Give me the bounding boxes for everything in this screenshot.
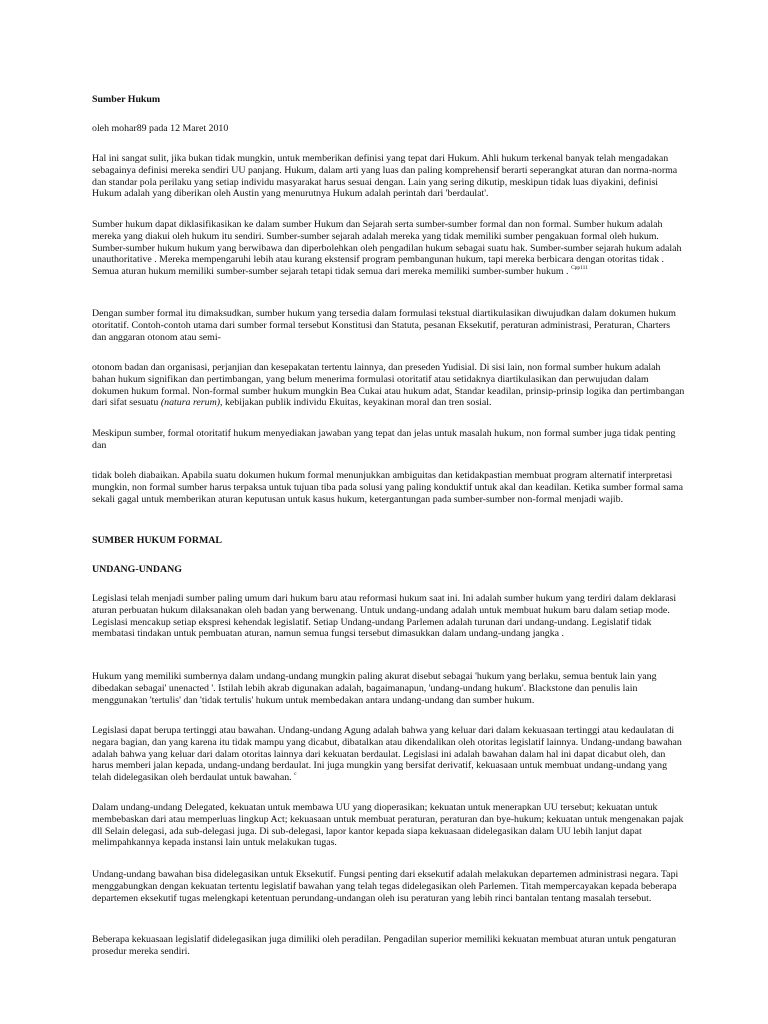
paragraph-non-formal-text-b: kebijakan publik individu Ekuitas, keyakinan moral dan tren sosial.: [222, 397, 492, 409]
byline: oleh mohar89 pada 12 Maret 2010: [92, 123, 229, 134]
paragraph-supreme-text: Legislasi dapat berupa tertinggi atau bawahan. Undang-undang Agung adalah bahwa yang keluar dari dalam kekuasaan tertinggi atau kedaulatan di negara bagian, dan yang karena itu tidak mampu yang dicabut, dibatalkan atau dikendalikan oleh otoritas legislatif lainnya. Undang-undang bawahan adalah bahwa yang keluar dari dalam otoritas lainnya dari kekuatan berdaulat. Legislasi ini adalah bawahan dalam hal ini dapat dicabut oleh, dan harus memberi jalan kepada, undang-undang berdaulat. Ini juga mungkin yang bersifat derivatif, kekuasaan untuk membuat undang-undang yang telah didelegasikan oleh berdaulat untuk bawahan.: [92, 725, 682, 784]
paragraph-classification: [92, 219, 686, 278]
paragraph-non-formal-sources: [92, 362, 686, 409]
paragraph-executive: Undang-undang bawahan bisa didelegasikan untuk Eksekutif. Fungsi penting dari eksekutif adalah melakukan departemen administrasi negara. Tapi menggabungkan dengan kekuatan tertentu legislatif bawahan yang telah tegas didelegasikan oleh Parlemen. Titah mempercayakan kepada beberapa departemen eksekutif tugas melengkapi ketentuan perundang-undangan oleh isu peraturan yang lebih rinci bantalan tentang masalah tersebut.: [92, 869, 679, 904]
paragraph-delegated: Dalam undang-undang Delegated, kekuatan untuk membawa UU yang dioperasikan; kekuatan untuk menerapkan UU tersebut; kekuatan untuk membebaskan dari atau memperluas lingkup Act; kekuasaan untuk membuat peraturan, peraturan dan bye-hukum; kekuatan untuk mengenakan pajak dll Selain delegasi, ada sub-delegasi juga. Di sub-delegasi, lapor kantor kepada siapa kekuasaan didelegasikan dalam UU lebih lanjut dapat melimpahkannya kepada instansi lain untuk melakukan tugas.: [92, 802, 684, 849]
paragraph-ambiguity: tidak boleh diabaikan. Apabila suatu dokumen hukum formal menunjukkan ambiguitas dan ketidakpastian membuat program alternatif interpretasi mungkin, non formal sumber harus terpaksa untuk tujuan tiba pada solusi yang paling konduktif untuk akal dan keadilan. Ketika sumber formal sama sekali gagal untuk memberikan aturan keputusan untuk kasus hukum, ketergantungan pada sumber-sumber non-formal menjadi wajib.: [92, 470, 683, 505]
italic-phrase: (natura rerum),: [160, 397, 223, 409]
paragraph-supreme-subordinate: [92, 725, 686, 784]
footnote-marker: Cpp111: [570, 265, 588, 272]
paragraph-legislation: Legislasi telah menjadi sumber paling umum dari hukum baru atau reformasi hukum saat ini. Ini adalah sumber hukum yang terdiri dalam deklarasi aturan perbuatan hukum dilaksanakan oleh badan yang berwenang. Untuk undang-undang adalah untuk membuat hukum baru dalam setiap mode. Legislasi mencakup setiap ekspresi kehendak legislatif. Setiap Undang-undang Parlemen adalah turunan dari undang-undang. Legislatif tidak membatasi tindakan untuk pembuatan aturan, namun semua fungsi tersebut dimasukkan dalam undang-undang jangka .: [92, 593, 677, 640]
document-title: Sumber Hukum: [92, 94, 161, 105]
section-heading-formal: SUMBER HUKUM FORMAL: [92, 535, 223, 546]
paragraph-formal-sources: Dengan sumber formal itu dimaksudkan, sumber hukum yang tersedia dalam formulasi tekstual diartikulasikan diwujudkan dalam dokumen hukum otoritatif. Contoh-contoh utama dari sumber formal tersebut Konstitusi dan Statuta, pesanan Eksekutif, peraturan administrasi, Peraturan, Charters dan anggaran otonom atau semi-: [92, 308, 676, 343]
section-heading-undang-undang: UNDANG-UNDANG: [92, 564, 182, 575]
paragraph-definition: Hal ini sangat sulit, jika bukan tidak mungkin, untuk memberikan definisi yang tepat dari Hukum. Ahli hukum terkenal banyak telah mengadakan sebagainya definisi mereka sendiri UU panjang. Hukum, dalam arti yang luas dan paling komprehensif berarti seperangkat aturan dan norma-norma dan standar pola perilaku yang setiap individu masyarakat harus sesuai dengan. Lain yang sering dikutip, meskipun tidak luas diyakini, definisi Hukum adalah yang diberikan oleh Austin yang menurutnya Hukum adalah perintah dari 'berdaulat'.: [92, 153, 678, 200]
paragraph-non-formal-text-a: otonom badan dan organisasi, perjanjian dan kesepakatan tertentu lainnya, dan preseden Yudisial. Di sisi lain, non formal sumber hukum adalah bahan hukum signifikan dan pertimbangan, yang belum menerima formulasi otoritatif atau setidaknya diartikulasikan dan perwujudan dalam dokumen hukum formal. Non-formal sumber hukum mungkin Bea Cukai atau hukum adat, Standar keadilan, prinsip-prinsip logika dan pertimbangan dari sifat sesuatu: [92, 362, 685, 409]
paragraph-judiciary: Beberapa kekuasaan legislatif didelegasikan juga dimiliki oleh peradilan. Pengadilan superior memiliki kekuatan membuat aturan untuk pengaturan prosedur mereka sendiri.: [92, 934, 677, 957]
paragraph-importance: Meskipun sumber, formal otoritatif hukum menyediakan jawaban yang tepat dan jelas untuk masalah hukum, non formal sumber juga tidak penting dan: [92, 428, 676, 451]
paragraph-classification-text: Sumber hukum dapat diklasifikasikan ke dalam sumber Hukum dan Sejarah serta sumber-sumber formal dan non formal. Sumber hukum adalah mereka yang diakui oleh hukum itu sendiri. Sumber-sumber sejarah adalah mereka yang tidak memiliki sumber pengakuan formal oleh hukum. Sumber-sumber hukum hukum yang berwibawa dan diperbolehkan oleh pengadilan hukum sebagai suatu hak. Sumber-sumber sejarah hukum adalah unauthoritative . Mereka mempengaruhi lebih atau kurang ekstensif program pembangunan hukum, tapi mereka berbicara dengan otoritas tidak . Semua aturan hukum memiliki sumber-sumber sejarah tetapi tidak semua dari mereka memiliki sumber-sumber hukum .: [92, 219, 682, 278]
footnote-marker: c: [294, 771, 297, 778]
paragraph-enacted-law: Hukum yang memiliki sumbernya dalam undang-undang mungkin paling akurat disebut sebagai 'hukum yang berlaku, semua bentuk lain yang dibedakan sebagai' unenacted '. Istilah lebih akrab digunakan adalah, bagaimanapun, 'undang-undang hukum'. Blackstone dan penulis lain menggunakan 'tertulis' dan 'tidak tertulis' hukum untuk membedakan antara undang-undang dan sumber hukum.: [92, 671, 657, 706]
